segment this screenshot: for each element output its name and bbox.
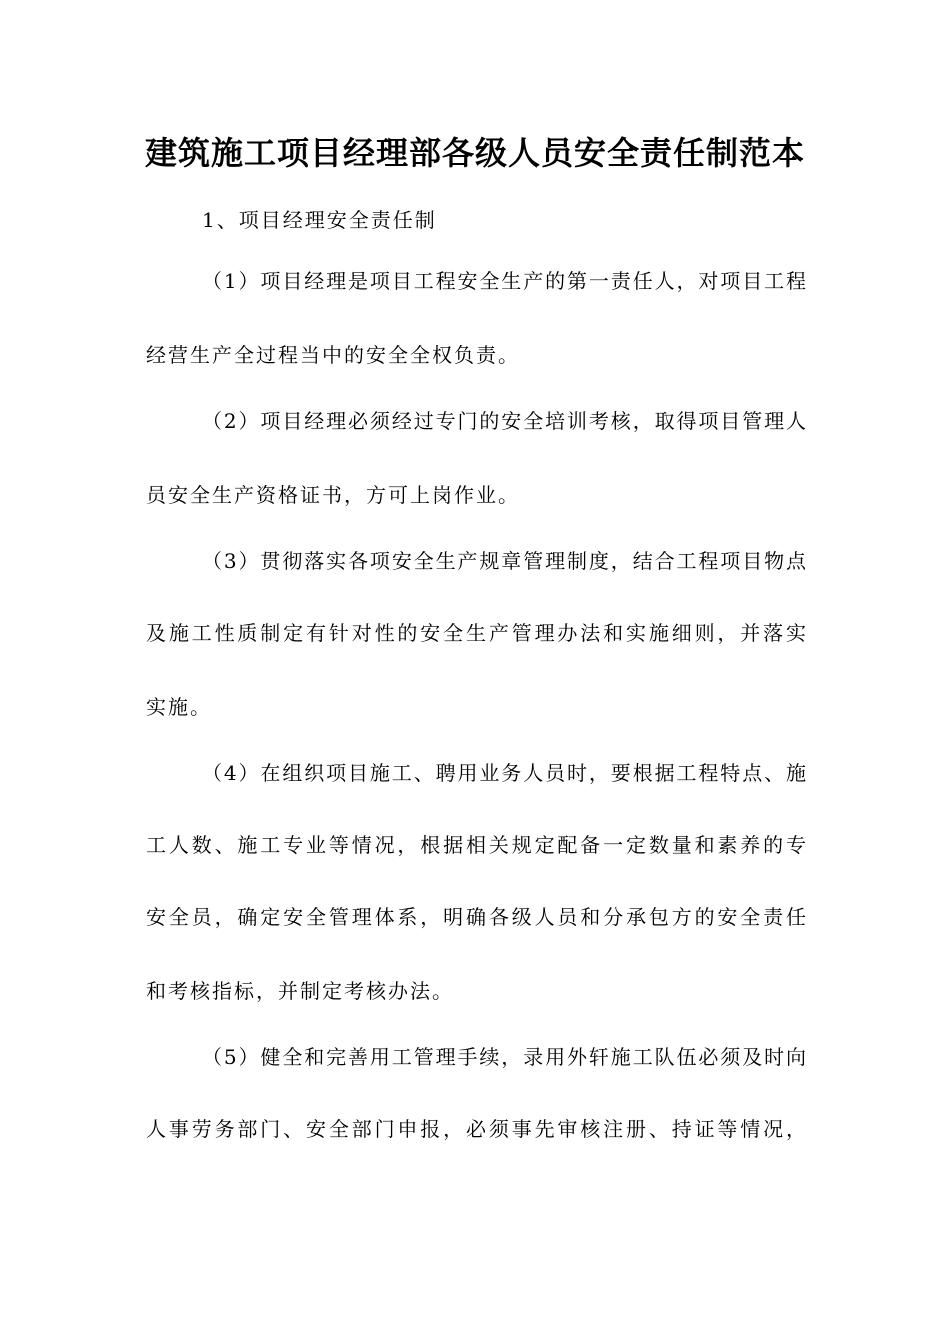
paragraph-line: （5）健全和完善用工管理手续，录用外轩施工队伍必须及时向 — [202, 1045, 806, 1069]
paragraph-line: 安全员，确定安全管理体系，明确各级人员和分承包方的安全责任 — [146, 905, 806, 929]
paragraph-line: 工人数、施工专业等情况，根据相关规定配备一定数量和素养的专 — [146, 833, 806, 857]
paragraph-line: 实施。 — [146, 695, 212, 719]
paragraph-line: 员安全生产资格证书，方可上岗作业。 — [146, 483, 520, 507]
paragraph-line: 及施工性质制定有针对性的安全生产管理办法和实施细则，并落实 — [146, 621, 806, 645]
paragraph-line: 人事劳务部门、安全部门申报，必须事先审核注册、持证等情况， — [146, 1117, 806, 1141]
paragraph-line: （3）贯彻落实各项安全生产规章管理制度，结合工程项目物点 — [202, 549, 806, 573]
document-title: 建筑施工项目经理部各级人员安全责任制范本 — [144, 134, 805, 172]
section-heading: 1、项目经理安全责任制 — [202, 208, 437, 232]
paragraph-line: 和考核指标，并制定考核办法。 — [146, 979, 454, 1003]
paragraph-line: （4）在组织项目施工、聘用业务人员时，要根据工程特点、施 — [202, 761, 806, 785]
paragraph-line: （1）项目经理是项目工程安全生产的第一责任人，对项目工程 — [202, 269, 806, 293]
paragraph-line: 经营生产全过程当中的安全全权负责。 — [146, 343, 520, 367]
paragraph-line: （2）项目经理必须经过专门的安全培训考核，取得项目管理人 — [202, 409, 806, 433]
